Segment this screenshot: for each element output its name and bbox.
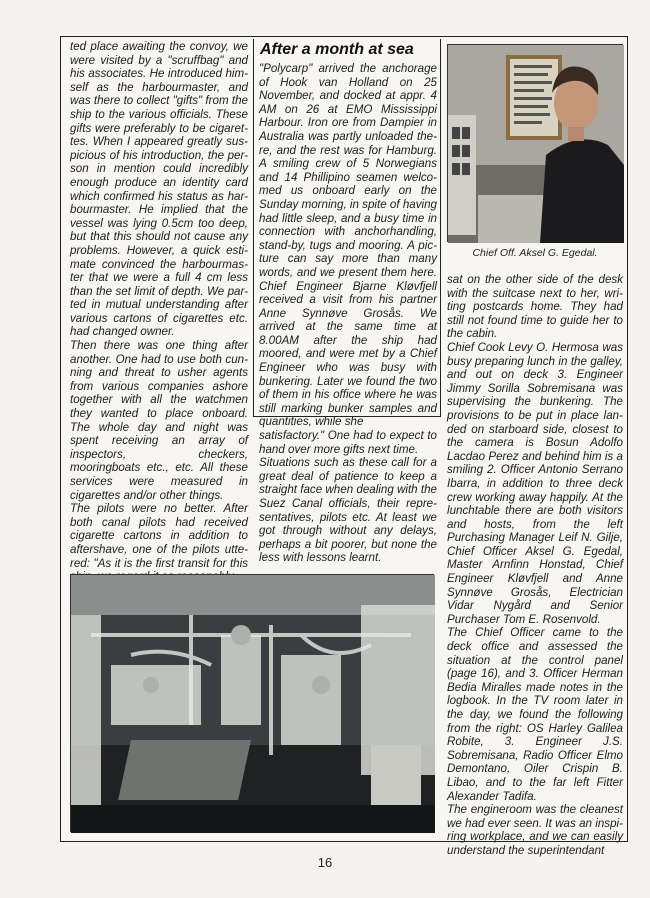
- page-number: 16: [317, 855, 333, 870]
- paragraph: sat on the other side of the desk with the suitcase next to her, wri-ting postcards home. They had still not found time to guide her to the cabin.: [447, 273, 623, 341]
- article-column-1: [70, 40, 248, 572]
- paragraph: The Chief Officer came to the deck office and assessed the situation at the control panel (page 16), and 3. Officer Herman Bedia Miralles made notes in the logbook. In the TV room later in the day, we found the following from the right: OS Harley Galilea Robite, 3. Engineer J.S. Sobremisana, Radio Officer Elmo Demontano, Oiler Crispin B. Libao, and to the far left Fitter Alexander Tadifa.: [447, 626, 623, 803]
- article-column-3: [447, 273, 623, 857]
- section-heading: After a month at sea: [260, 41, 414, 58]
- paragraph: satisfactory." One had to expect to hand over more gifts next time.: [259, 429, 437, 456]
- engine-room-photo: [70, 574, 434, 832]
- paragraph: "Polycarp" arrived the anchorage of Hook van Holland on 25 November, and docked at appr. 4 AM on 26 at EMO Mississippi Harbour. Iron ore from Dampier in Australia was partly unloaded the-re, and the rest was for Hamburg. A smiling crew of 5 Norwegians and 14 Phillipino seamen welco-med us onboard early on the Sunday morning, in spite of having had little sleep, and a busy time in connection with anchorhandling, stand-by, tugs and mooring. A pic-ture can say more than many words, and we present them here. Chief Engineer Bjarne Kløvfjell received a visit from his partner Anne Synnøve Grosås. We arrived at the same time at 8.00AM after the ship had moored, and were met by a Chief Engineer who was busy with bunkering. Later we found the two of them in his office where he was still marking bunker samples and quantities, while she: [259, 62, 437, 429]
- article-column-2: [259, 62, 437, 429]
- paragraph: The engineroom was the cleanest we had ever seen. It was an inspi-ring workplace, and we can easily understand the superintendant: [447, 803, 623, 857]
- engine-room-illustration: [71, 575, 435, 833]
- paragraph: The pilots were no better. After both canal pilots had received cigarette cartons in addition to aftershave, one of the pilots utte-red: "As it is the first transit for this: [70, 502, 248, 570]
- paragraph: Chief Cook Levy O. Hermosa was busy preparing lunch in the galley, and out on deck 3. Engineer Jimmy Sorilla Sobremisana was supervising the bunkering. The provisions to be put in place lan-ded on starboard side, closest to the camera is Bosun Adolfo Lacdao Perez and behind him is a smiling 2. Officer Antonio Serrano Ibarra, in addition to three deck crew working away happily. At the lunchtable there are both visitors and hosts, from the left Purchasing Manager Leif N. Gilje, Chief Officer Aksel G. Egedal, Master Arnfinn Honstad, Chief Engineer Kløvfjell and Anne Synnøve Grosås, Electrician Vidar Nygård and Senior Purchaser Tom E. Rosenvold.: [447, 340, 623, 626]
- officer-photo: [447, 44, 623, 242]
- paragraph: ted place awaiting the convoy, we were visited by a "scruffbag" and his associates. He introduced him-self as the harbourmaster, and was there to collect "gifts" from the ship to the various officials. These gifts were preferably to be cigaret-tes. When I appeared greatly sus-picious of his introduction, the per-son in mention could incredibly enough produce an identity card which confirmed his status as har-bourmaster. He implied that the vessel was lying 0.5cm too deep, but that this should not cause any problems. However, a quick esti-mate convinced the harbourmas-ter that we were a full 4 cm less than the set limit of depth. We par-ted in mutual understanding after various cartons of cigarettes etc. had changed owner.: [70, 40, 248, 339]
- officer-illustration: [448, 45, 624, 243]
- photo-caption: Chief Off. Aksel G. Egedal.: [472, 247, 598, 259]
- article-column-2-continued: [259, 429, 437, 563]
- paragraph: Then there was one thing after another. One had to use both cun-ning and threat to usher agents from various companies ashore together with all the watchmen they wanted to place onboard. The whole day and night was spent receiving an array of inspectors, checkers, mooringboats etc., etc. All these services were measured in cigarettes and/or other things.: [70, 339, 248, 502]
- paragraph: Situations such as these call for a great deal of patience to keep a straight face when dealing with the Suez Canal officials, their repre-sentatives, pilots etc. At least we got through without any delays, perhaps a bit poorer, but none the less with lessons learnt.: [259, 456, 437, 565]
